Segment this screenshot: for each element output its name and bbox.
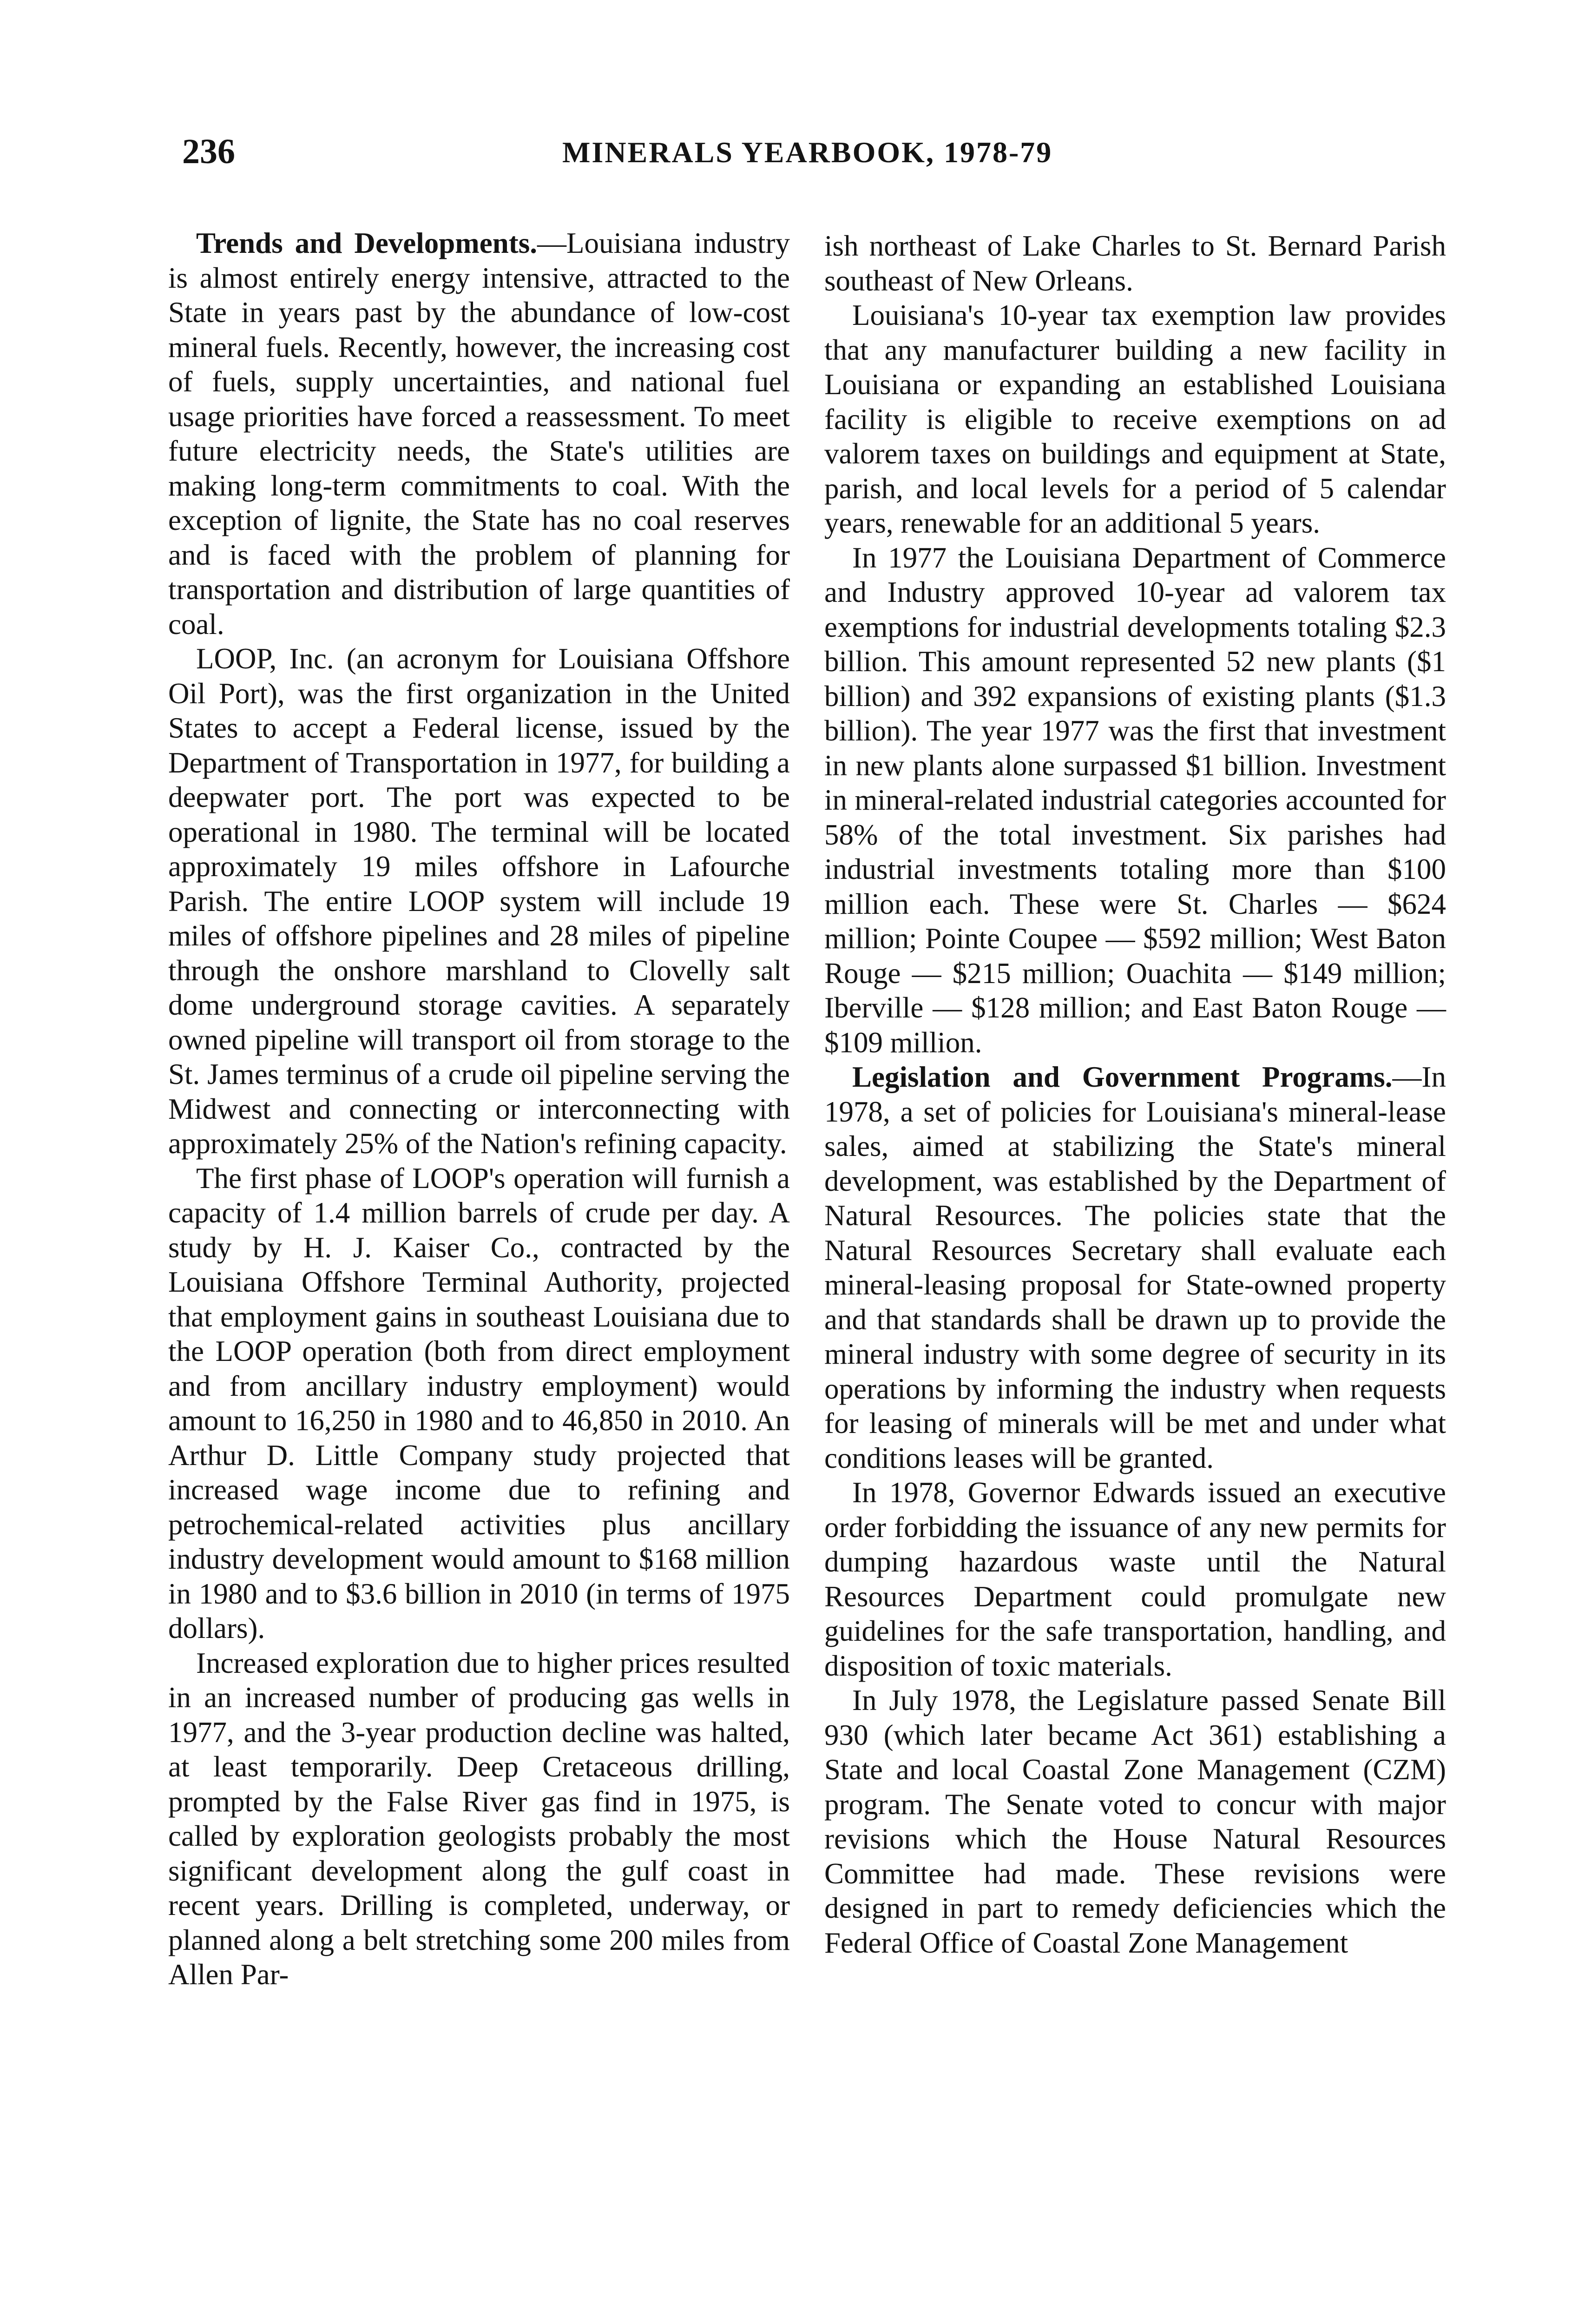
paragraph-executive-order: In 1978, Governor Edwards issued an executive order forbidding the issuance of any new permits for dumping hazardous waste until the Natural Resources Department could promulgate new guidelines for the safe transportation, handling, and disposition of toxic materials. [824,1476,1446,1682]
paragraph-senate-bill: In July 1978, the Legislature passed Senate Bill 930 (which later became Act 361) establishing a State and local Coastal Zone Management (CZM) program. The Senate voted to concur with major revisions which the House Natural Resources Committee had made. These revisions were designed in part to remedy deficiencies which the Federal Office of Coastal Zone Management [824,1684,1446,1959]
paragraph-tax-exemption: Louisiana's 10-year tax exemption law provides that any manufacturer building a new facility in Louisiana or expanding an established Louisiana facility is eligible to receive exemptions on ad valorem taxes on buildings and equipment at State, parish, and local levels for a period of 5 calendar years, renewable for an additional 5 years. [824,299,1446,539]
right-column [824,229,1446,1960]
running-title: MINERALS YEARBOOK, 1978-79 [562,136,1053,169]
paragraph-exploration: Increased exploration due to higher prices resulted in an increased number of producing gas wells in 1977, and the 3-year production decline was halted, at least temporarily. Deep Cretaceous drilling, prompted by the False River gas find in 1975, is called by exploration geologists probably the most significant development along the gulf coast in recent years. Drilling is completed, underway, or planned along a belt stretching some 200 miles from Allen Par- [168,1646,790,1991]
page-number: 236 [182,132,235,171]
paragraph-commerce-1977: In 1977 the Louisiana Department of Commerce and Industry approved 10-year ad valorem tax exemptions for industrial developments totaling $2.3 billion. This amount represented 52 new plants ($1 billion) and 392 expansions of existing plants ($1.3 billion). The year 1977 was the first that investment in new plants alone surpassed $1 billion. Investment in mineral-related industrial categories accounted for 58% of the total investment. Six parishes had industrial investments totaling more than $100 million each. These were St. Charles — $624 million; Pointe Coupee — $592 million; West Baton Rouge — $215 million; Ouachita — $149 million; Iberville — $128 million; and East Baton Rouge — $109 million. [824,541,1446,1059]
paragraph-first-phase: The first phase of LOOP's operation will furnish a capacity of 1.4 million barrels of crude per day. A study by H. J. Kaiser Co., contracted by the Louisiana Offshore Terminal Authority, projected that employment gains in southeast Louisiana due to the LOOP operation (both from direct employment and from ancillary industry employment) would amount to 16,250 in 1980 and to 46,850 in 2010. An Arthur D. Little Company study projected that increased wage income due to refining and petrochemical-related activities plus ancillary industry development would amount to $168 million in 1980 and to $3.6 billion in 2010 (in terms of 1975 dollars). [168,1162,790,1644]
paragraph-trends-text: —Louisiana industry is almost entirely energy intensive, attracted to the State in years past by the abundance of low-cost mineral fuels. Recently, however, the increasing cost of fuels, supply uncertainties, and national fuel usage priorities have forced a reassessment. To meet future electricity needs, the State's utilities are making long-term commitments to coal. With the exception of lignite, the State has no coal reserves and is faced with the problem of planning for transportation and distribution of large quantities of coal. [168,227,790,640]
paragraph-legislation-text: —In 1978, a set of policies for Louisiana's mineral-lease sales, aimed at stabilizing the State's mineral development, was established by the Department of Natural Resources. The policies state that the Natural Resources Secretary shall evaluate each mineral-leasing proposal for State-owned property and that standards shall be drawn up to provide the mineral industry with some degree of security in its operations by informing the industry when requests for leasing of minerals will be met and under what conditions leases will be granted. [824,1061,1446,1474]
paragraph-trends-and-developments [168,226,790,641]
section-heading-legislation: Legislation and Government Programs. [852,1061,1393,1093]
paragraph-legislation [824,1060,1446,1475]
paragraph-exploration-continued: ish northeast of Lake Charles to St. Bernard Parish southeast of New Orleans. [824,230,1446,297]
paragraph-loop: LOOP, Inc. (an acronym for Louisiana Offshore Oil Port), was the first organization in the United States to accept a Federal license, issued by the Department of Transportation in 1977, for building a deepwater port. The port was expected to be operational in 1980. The terminal will be located approximately 19 miles offshore in Lafourche Parish. The entire LOOP system will include 19 miles of offshore pipelines and 28 miles of pipeline through the onshore marshland to Clovelly salt dome underground storage cavities. A separately owned pipeline will transport oil from storage to the St. James terminus of a crude oil pipeline serving the Midwest and connecting or interconnecting with approximately 25% of the Nation's refining capacity. [168,642,790,1160]
section-heading-trends: Trends and Developments. [196,227,538,259]
left-column [168,226,790,1992]
